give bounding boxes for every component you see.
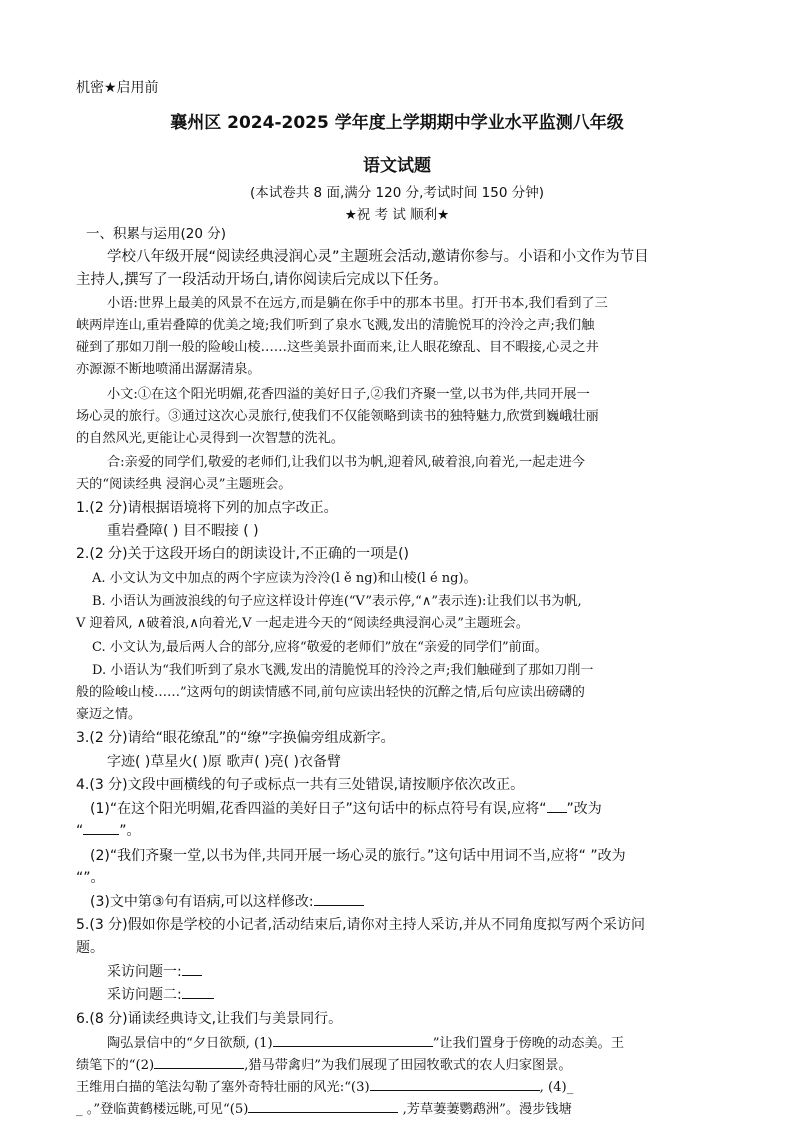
answer-blank[interactable] — [273, 1032, 433, 1047]
question-2-option-d-cont: 般的险峻山棱……”这两句的朗读情感不同,前句应读出轻快的沉醉之情,后句应读出磅礴的 — [76, 685, 585, 700]
answer-blank[interactable] — [314, 891, 364, 906]
answer-blank[interactable] — [182, 984, 214, 999]
question-5-stem: 5.(3 分)假如你是学校的小记者,活动结束后,请你对主持人采访,并从不同角度拟写两个采访问 — [76, 917, 645, 933]
question-2-option-b-cont: V 迎着风, ∧破着浪,∧向着光,V 一起走进今天的“阅读经典浸润心灵”主题班会。 — [76, 616, 529, 631]
poem-text: 绩笔下的“(2) — [76, 1058, 155, 1073]
question-2-option-a: A. 小文认为文中加点的两个字应读为泠泠(l ě ng)和山棱(l é ng)。 — [92, 571, 477, 586]
sub1-text: ”改为 — [566, 801, 602, 817]
dialog-line: 的自然风光,更能让心灵得到一次智慧的洗礼。 — [76, 431, 344, 446]
question-2-option-c: C. 小文认为,最后两人合的部分,应将“敬爱的老师们”放在“亲爱的同学们”前面。 — [92, 640, 548, 655]
intro-line: 学校八年级开展“阅读经典浸润心灵”主题班会活动,邀请你参与。小语和小文作为节目 — [107, 249, 649, 265]
answer-blank[interactable] — [182, 961, 202, 976]
sub3-text: (3)文中第③句有语病,可以这样修改: — [90, 894, 314, 910]
question-5-stem-cont: 题。 — [76, 940, 104, 956]
question-1-stem: 1.(2 分)请根据语境将下列的加点字改正。 — [76, 500, 338, 516]
exam-info: (本试卷共 8 面,满分 120 分,考试时间 150 分钟) — [250, 185, 544, 201]
question-2-stem: 2.(2 分)关于这段开场白的朗读设计,不正确的一项是() — [76, 546, 410, 562]
question-4-sub2: (2)“我们齐聚一堂,以书为伴,共同开展一场心灵的旅行。”这句话中用词不当,应将“ ”改为 — [90, 848, 626, 864]
answer-blank[interactable] — [370, 1076, 540, 1091]
question-6-line — [107, 1032, 624, 1051]
dialog-line: 峡两岸连山,重岩叠障的优美之境;我们听到了泉水飞溅,发出的清脆悦耳的泠泠之声;我们触 — [76, 318, 595, 333]
confidential-label: 机密★启用前 — [76, 80, 159, 96]
poem-text: 陶弘景信中的“夕日欲颓, (1) — [107, 1036, 273, 1051]
dialog-line: 合:亲爱的同学们,敬爱的老师们,让我们以书为帆,迎着风,破着浪,向着光,一起走进今 — [107, 455, 585, 470]
question-6-line — [76, 1098, 572, 1117]
poem-text: 王维用白描的笔法勾勒了塞外奇特壮丽的风光:“(3) — [76, 1080, 370, 1095]
answer-blank[interactable] — [154, 1054, 244, 1069]
question-4-sub1 — [90, 798, 602, 818]
question-2-option-d-cont: 豪迈之情。 — [76, 707, 142, 722]
dialog-line: 碰到了那如刀削一般的险峻山棱……这些美景扑面而来,让人眼花缭乱、目不暇接,心灵之井 — [76, 340, 599, 355]
interview-question-1 — [107, 961, 202, 981]
poem-text: , (4)_ — [539, 1080, 574, 1095]
dialog-line: 场心灵的旅行。③通过这次心灵旅行,使我们不仅能领略到读书的独特魅力,欣赏到巍峨壮丽 — [76, 409, 599, 424]
question-6-line — [76, 1076, 573, 1095]
question-4-sub3 — [90, 891, 364, 911]
poem-text: ,芳草萋萋鹦鹉洲”。漫步钱塘 — [398, 1102, 572, 1117]
interview-label: 采访问题二: — [107, 987, 182, 1003]
exam-title: 襄州区 2024-2025 学年度上学期期中学业水平监测八年级 — [170, 113, 624, 133]
answer-blank[interactable] — [83, 820, 119, 835]
answer-blank[interactable] — [547, 798, 567, 813]
exam-subject-title: 语文试题 — [363, 156, 431, 176]
question-4-stem: 4.(3 分)文段中画横线的句子或标点一共有三处错误,请按顺序依次改正。 — [76, 777, 525, 793]
question-6-line — [76, 1054, 572, 1073]
poem-text: _ 。”登临黄鹤楼远眺,可见“(5) — [76, 1102, 249, 1117]
interview-label: 采访问题一: — [107, 964, 182, 980]
question-1-items: 重岩叠障( ) 目不暇接 ( ) — [107, 523, 259, 539]
sub1-text: “ — [76, 823, 84, 839]
dialog-line: 小文:①在这个阳光明媚,花香四溢的美好日子,②我们齐聚一堂,以书为伴,共同开展一 — [107, 387, 590, 402]
intro-line: 主持人,撰写了一段活动开场白,请你阅读后完成以下任务。 — [76, 272, 448, 288]
sub1-text: (1)“在这个阳光明媚,花香四溢的美好日子”这句话中的标点符号有误,应将“ — [90, 801, 547, 817]
answer-blank[interactable] — [248, 1098, 398, 1113]
question-3-stem: 3.(2 分)请给“眼花缭乱”的“缭”字换偏旁组成新字。 — [76, 730, 395, 746]
question-2-option-d: D. 小语认为“我们听到了泉水飞溅,发出的清脆悦耳的泠泠之声;我们触碰到了那如刀削一 — [92, 663, 594, 678]
dialog-line: 小语:世界上最美的风景不在远方,而是躺在你手中的那本书里。打开书本,我们看到了三 — [107, 296, 608, 311]
sub1-text: ”。 — [119, 823, 141, 839]
question-4-sub2-cont: “”。 — [76, 870, 105, 886]
interview-question-2 — [107, 984, 214, 1004]
question-2-option-b: B. 小语认为画波浪线的句子应这样设计停连(“V”表示停,“∧”表示连):让我们以书为帆, — [92, 594, 582, 609]
dialog-line: 天的“阅读经典 浸润心灵”主题班会。 — [76, 477, 292, 492]
poem-text: ”让我们置身于傍晚的动态美。王 — [432, 1036, 625, 1051]
exam-wish: ★祝 考 试 顺利★ — [344, 207, 450, 223]
poem-text: ,猎马带禽归”为我们展现了田园牧歌式的农人归家图景。 — [244, 1058, 572, 1073]
question-4-sub1-cont — [76, 820, 141, 840]
section-heading: 一、积累与运用(20 分) — [86, 226, 227, 242]
question-3-items: 字迹( )草星火( )原 歌声( )亮( )衣备臂 — [107, 754, 341, 770]
dialog-line: 亦源源不断地喷涌出潺潺清泉。 — [76, 362, 261, 377]
question-6-stem: 6.(8 分)诵读经典诗文,让我们与美景同行。 — [76, 1011, 343, 1027]
